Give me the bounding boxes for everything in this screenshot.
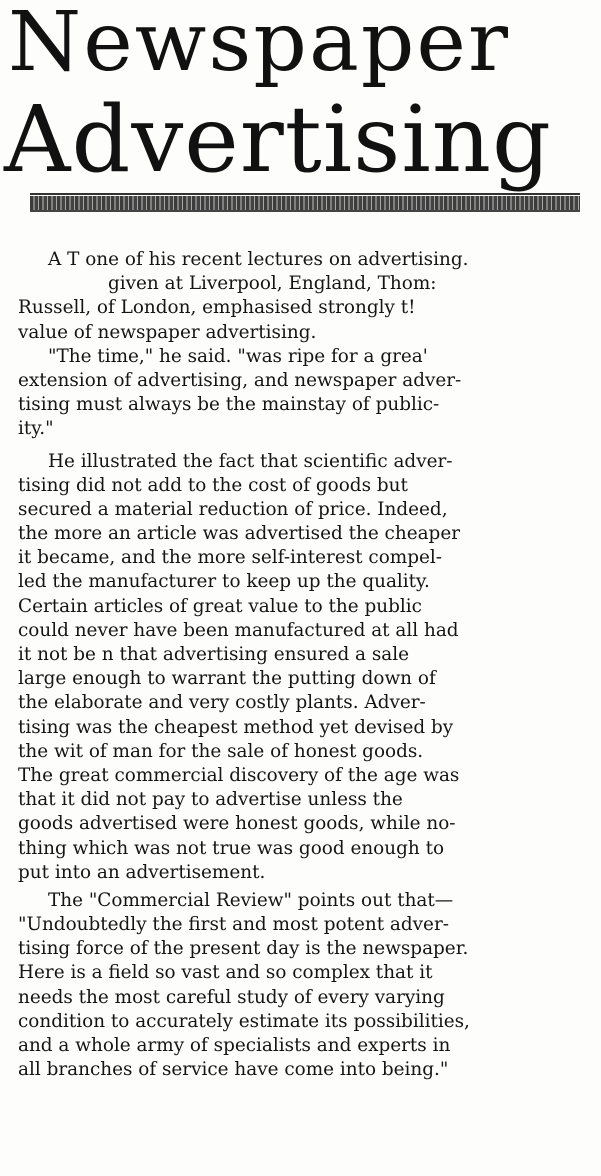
article-line: The "Commercial Review" points out that— xyxy=(48,889,454,911)
article-line: thing which was not true was good enough to xyxy=(18,837,445,859)
article-line: tising did not add to the cost of goods but xyxy=(18,474,408,496)
article-line: He illustrated the fact that scientific adver- xyxy=(48,450,453,472)
article-line: given at Liverpool, England, Thom: xyxy=(108,273,437,295)
article-line: Certain articles of great value to the public xyxy=(18,595,422,617)
article-line: extension of advertising, and newspaper adver- xyxy=(18,369,462,391)
article-line: tising must always be the mainstay of public- xyxy=(18,394,440,416)
article-line: Here is a field so vast and so complex that it xyxy=(18,962,433,984)
decorative-rule-top xyxy=(30,193,580,195)
article-line: and a whole army of specialists and experts in xyxy=(18,1035,451,1056)
article-line: the wit of man for the sale of honest goods. xyxy=(18,740,424,762)
article-line: all branches of service have come into being." xyxy=(18,1059,449,1081)
article-line: A T one of his recent lectures on advertising. xyxy=(48,249,469,270)
article-line: it became, and the more self-interest compel- xyxy=(18,547,442,569)
article-line: the elaborate and very costly plants. Adver- xyxy=(18,692,426,714)
article-line: tising was the cheapest method yet devised by xyxy=(18,716,454,738)
article-line: Russell, of London, emphasised strongly t! xyxy=(18,297,416,319)
headline-line-2: Advertising xyxy=(4,86,552,193)
article-line: led the manufacturer to keep up the quality. xyxy=(18,571,430,593)
article-line: it not be n that advertising ensured a sale xyxy=(18,644,410,665)
article-line: the more an article was advertised the cheaper xyxy=(18,523,460,545)
article-line: needs the most careful study of every varying xyxy=(18,986,445,1008)
paragraph-gap xyxy=(18,442,596,450)
article-line: large enough to warrant the putting down of xyxy=(18,668,436,690)
article-line: could never have been manufactured at all had xyxy=(18,619,459,641)
decorative-rule-bottom xyxy=(30,210,580,212)
article-line: goods advertised were honest goods, while no- xyxy=(18,813,456,835)
article-line: ity." xyxy=(18,418,54,440)
article-body xyxy=(18,248,596,1082)
article-line: "Undoubtedly the first and most potent adver- xyxy=(18,914,449,936)
article-line: secured a material reduction of price. Indeed, xyxy=(18,498,448,520)
headline-line-1: Newspaper xyxy=(8,0,510,90)
article-line: tising force of the present day is the newspaper. xyxy=(18,938,469,960)
article-line: condition to accurately estimate its possibilities, xyxy=(18,1010,470,1032)
article-line: put into an advertisement. xyxy=(18,861,266,883)
article-line: "The time," he said. "was ripe for a grea' xyxy=(48,345,428,367)
article-line: The great commercial discovery of the age was xyxy=(18,764,460,786)
article-line: value of newspaper advertising. xyxy=(18,321,317,343)
decorative-rule xyxy=(30,196,580,210)
article-line: that it did not pay to advertise unless the xyxy=(18,789,403,811)
